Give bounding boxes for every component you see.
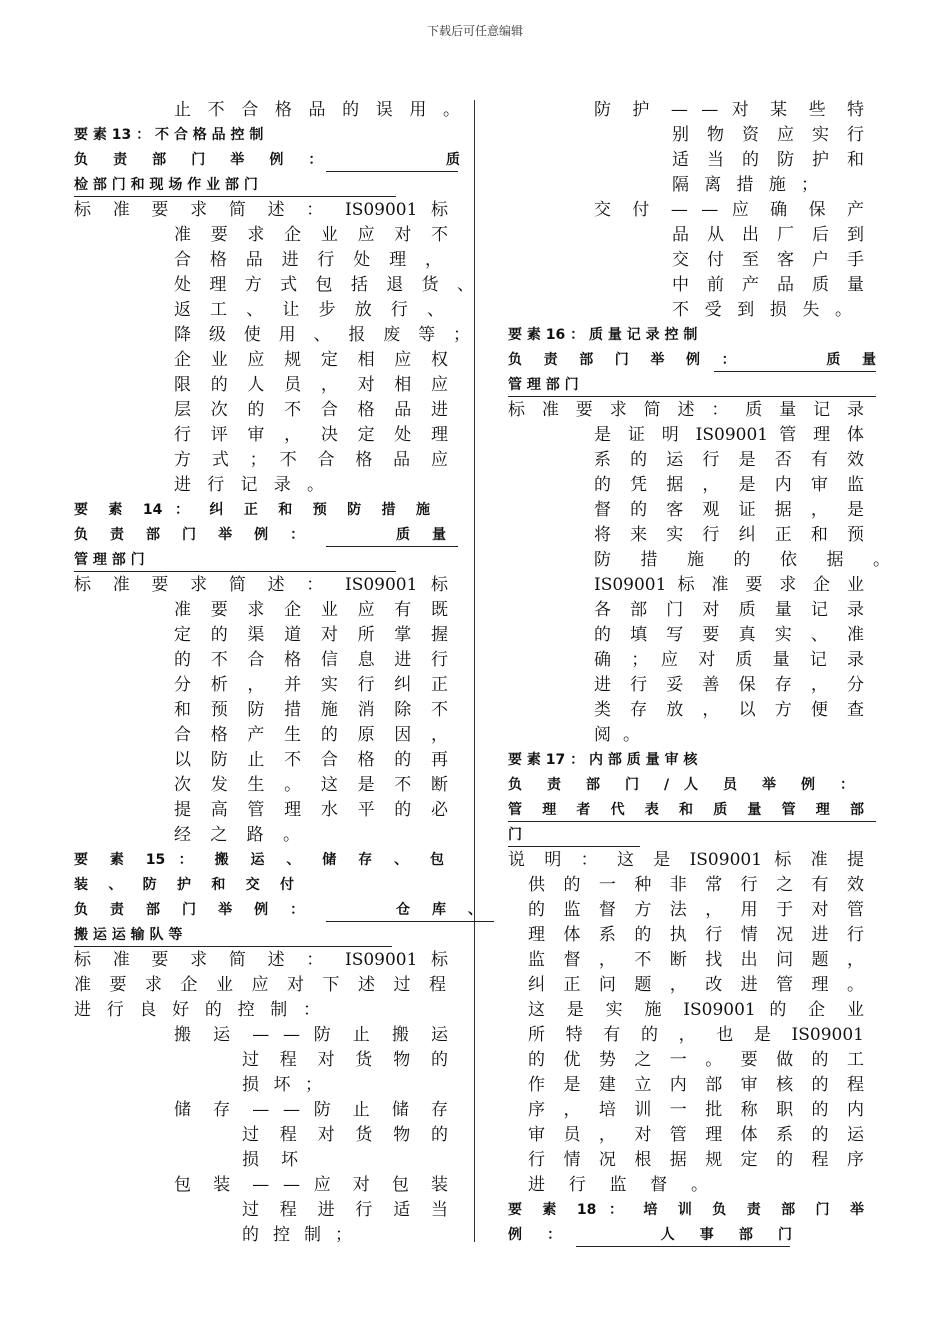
right-text-line [594,648,864,673]
left-text-line [242,1048,448,1073]
right-line-text: 防 护 — — 对 某 些 特 [594,100,864,120]
left-text-line [74,173,399,198]
column-divider [474,100,475,1242]
left-text-line [74,873,294,898]
right-line-text: 例 ： 人 事 部 门 [508,1227,792,1243]
right-text-line [528,1148,864,1173]
left-text-line [242,1198,448,1223]
right-line-text: 要 素 18 ： 培 训 负 责 部 门 举 [508,1202,864,1218]
right-text-line [528,1173,708,1198]
left-line-text: 准 要 求 企 业 应 对 下 述 过 程 [74,975,446,995]
right-text-line [528,1123,864,1148]
left-line-text: 进 行 良 好 的 控 制 ： [74,1000,320,1020]
left-line-text: 过 程 对 货 物 的 [242,1125,448,1145]
right-line-text: 中 前 产 品 质 量 [672,275,864,295]
right-text-line [672,223,864,248]
right-text-line [528,1048,864,1073]
right-line-text: 的 优 势 之 一 。 要 做 的 工 [528,1050,864,1070]
right-line-text: 作 是 建 立 内 部 审 核 的 程 [528,1075,864,1095]
right-line-text: 交 付 — — 应 确 保 产 [594,200,864,220]
right-line-text: 审 员 ， 对 管 理 体 系 的 运 [528,1125,864,1145]
right-text-line [528,873,864,898]
right-line-text: 要 素 16 ： 质 量 记 录 控 制 [508,327,698,343]
right-text-line [508,748,830,773]
left-text-line [174,223,448,248]
left-text-line [174,648,448,673]
right-line-text: 类 存 放 ， 以 方 便 查 [594,700,864,720]
right-line-text: 的 凭 据 ， 是 内 审 监 [594,475,864,495]
left-line-text: 提 高 管 理 水 平 的 必 [174,800,448,820]
left-line-text: 损 坏 [242,1150,298,1170]
left-text-line [74,948,448,973]
right-line-text: 标 准 要 求 简 述 ： 质 量 记 录 [508,400,864,420]
left-line-text: 经 之 路 。 [174,825,300,845]
right-text-line [508,1223,792,1248]
underline-rule [326,546,458,547]
right-line-text: 负 责 部 门 举 例 ： 质 量 [508,352,876,368]
left-line-text: 的 不 合 格 信 息 进 行 [174,650,448,670]
underline-rule [74,946,392,947]
left-text-line [174,423,448,448]
left-text-line [74,198,448,223]
left-line-text: 要 素 15 ： 搬 运 、 储 存 、 包 [74,852,444,868]
left-line-text: 装 、 防 护 和 交 付 [74,877,294,893]
left-text-line [174,823,300,848]
right-text-line [508,1198,864,1223]
right-line-text: 确 ； 应 对 质 量 记 录 [594,650,864,670]
left-line-text: 合 格 品 进 行 处 理 ， [174,250,442,270]
underline-rule [508,846,640,847]
left-line-text: 要 素 14 ： 纠 正 和 预 防 措 施 [74,502,430,518]
right-text-line [672,148,864,173]
left-text-line [74,148,460,173]
left-line-text: 搬 运 — — 防 止 搬 运 [174,1025,448,1045]
right-line-text: 负 责 部 门 / 人 员 举 例 ： [508,777,854,793]
left-text-line [174,348,448,373]
right-text-line [672,123,864,148]
left-text-line [174,1098,448,1123]
left-text-line [174,298,444,323]
left-line-text: 包 装 — — 应 对 包 装 [174,1175,448,1195]
left-line-text: 次 发 生 。 这 是 不 断 [174,775,448,795]
right-line-text: 品 从 出 厂 后 到 [672,225,864,245]
left-text-line [242,1223,352,1248]
left-line-text: 返 工 、 让 步 放 行 、 [174,300,444,320]
left-text-line [174,598,448,623]
left-text-line [242,1123,448,1148]
left-text-line [174,698,448,723]
right-text-line [528,1073,864,1098]
right-text-line [594,723,640,748]
left-text-line [174,673,448,698]
right-text-line [508,798,864,823]
left-text-line [74,523,446,548]
right-text-line [508,348,876,373]
right-text-line [508,398,864,423]
left-line-text: 标 准 要 求 简 述 ： IS09001 标 [74,575,448,595]
right-line-text: 理 体 系 的 执 行 情 况 进 行 [528,925,864,945]
left-text-line [74,573,448,598]
right-text-line [672,248,864,273]
left-text-line [174,98,460,123]
right-line-text: 督 的 客 观 证 据 ， 是 [594,500,864,520]
left-line-text: 定 的 渠 道 对 所 掌 握 [174,625,448,645]
underline-rule [576,1246,790,1247]
right-text-line [528,998,864,1023]
left-line-text: 损 坏 ； [242,1075,322,1095]
left-text-line [174,273,474,298]
left-line-text: 企 业 应 规 定 相 应 权 [174,350,448,370]
right-text-line [528,973,864,998]
right-text-line [594,623,864,648]
right-text-line [672,173,818,198]
left-line-text: 储 存 — — 防 止 储 存 [174,1100,448,1120]
left-text-line [174,323,470,348]
left-text-line [174,473,324,498]
right-text-line [528,1023,864,1048]
right-text-line [672,298,852,323]
right-line-text: 系 的 运 行 是 否 有 效 [594,450,864,470]
right-text-line [528,1098,864,1123]
left-text-line [242,1148,298,1173]
right-text-line [528,898,864,923]
left-line-text: 止 不 合 格 品 的 误 用 。 [174,100,460,120]
left-line-text: 准 要 求 企 业 应 有 既 [174,600,448,620]
right-line-text: 防 措 施 的 依 据 。 [594,550,890,570]
left-text-line [74,548,194,573]
right-line-text: 供 的 一 种 非 常 行 之 有 效 [528,875,864,895]
left-line-text: 降 级 使 用 、 报 废 等 ； [174,325,470,345]
left-text-line [174,448,448,473]
left-text-line [174,1023,448,1048]
left-text-line [242,1073,322,1098]
right-line-text: 这 是 实 施 IS09001 的 企 业 [528,1000,864,1020]
right-text-line [594,573,864,598]
left-line-text: 负 责 部 门 举 例 ： 质 [74,152,460,168]
left-line-text: 准 要 求 企 业 应 对 不 [174,225,448,245]
right-line-text: 的 监 督 方 法 ， 用 于 对 管 [528,900,864,920]
left-line-text: 管 理 部 门 [74,552,145,568]
right-text-line [508,773,854,798]
left-line-text: 过 程 对 货 物 的 [242,1050,448,1070]
right-text-line [594,598,864,623]
left-text-line [74,923,260,948]
left-text-line [174,798,448,823]
right-text-line [508,848,864,873]
right-text-line [594,523,864,548]
right-line-text: 不 受 到 损 失 。 [672,300,852,320]
underline-rule [508,821,876,822]
right-text-line [594,698,864,723]
right-text-line [594,98,864,123]
left-text-line [174,773,448,798]
left-text-line [74,848,444,873]
right-line-text: 阅 。 [594,725,640,745]
left-line-text: 限 的 人 员 ， 对 相 应 [174,375,448,395]
right-line-text: 要 素 17 ： 内 部 质 量 审 核 [508,752,698,768]
underline-rule [326,921,494,922]
left-text-line [74,123,394,148]
left-line-text: 标 准 要 求 简 述 ： IS09001 标 [74,950,448,970]
page-header: 下载后可任意编辑 [426,24,523,38]
right-text-line [508,823,542,848]
right-line-text: 各 部 门 对 质 量 记 录 [594,600,864,620]
left-line-text: 过 程 进 行 适 当 [242,1200,448,1220]
left-line-text: 的 控 制 ； [242,1225,352,1245]
left-text-line [174,1173,448,1198]
left-text-line [174,373,448,398]
right-text-line [594,448,864,473]
right-line-text: 行 情 况 根 据 规 定 的 程 序 [528,1150,864,1170]
right-line-text: 所 特 有 的 ， 也 是 IS09001 [528,1025,864,1045]
left-line-text: 标 准 要 求 简 述 ： IS09001 标 [74,200,448,220]
left-line-text: 负 责 部 门 举 例 ： 仓 库 、 [74,902,482,918]
left-line-text: 负 责 部 门 举 例 ： 质 量 [74,527,446,543]
left-line-text: 层 次 的 不 合 格 品 进 [174,400,448,420]
left-text-line [174,723,448,748]
left-line-text: 行 评 审 ， 决 定 处 理 [174,425,448,445]
right-line-text: 别 物 资 应 实 行 [672,125,864,145]
right-line-text: IS09001 标 准 要 求 企 业 [594,575,864,595]
right-line-text: 管 理 者 代 表 和 质 量 管 理 部 [508,802,864,818]
left-text-line [74,498,430,523]
left-line-text: 方 式 ； 不 合 格 品 应 [174,450,448,470]
right-text-line [672,273,864,298]
right-line-text: 序 ， 培 训 一 批 称 职 的 内 [528,1100,864,1120]
right-line-text: 进 行 妥 善 保 存 ， 分 [594,675,864,695]
left-text-line [174,398,448,423]
right-text-line [528,923,864,948]
left-line-text: 合 格 产 生 的 原 因 ， [174,725,448,745]
left-text-line [74,973,446,998]
left-line-text: 和 预 防 措 施 消 除 不 [174,700,448,720]
left-text-line [174,748,448,773]
right-text-line [508,323,828,348]
right-line-text: 的 填 写 要 真 实 、 准 [594,625,864,645]
left-text-line [174,623,448,648]
right-line-text: 是 证 明 IS09001 管 理 体 [594,425,864,445]
right-text-line [508,373,628,398]
right-line-text: 适 当 的 防 护 和 [672,150,864,170]
underline-rule [74,571,396,572]
right-text-line [594,673,864,698]
underline-rule [714,371,876,372]
left-line-text: 以 防 止 不 合 格 的 再 [174,750,448,770]
right-line-text: 说 明 ： 这 是 IS09001 标 准 提 [508,850,864,870]
right-line-text: 管 理 部 门 [508,377,579,393]
left-text-line [74,898,482,923]
left-text-line [74,998,320,1023]
underline-rule [74,196,396,197]
right-line-text: 进 行 监 督 。 [528,1175,708,1195]
left-line-text: 要 素 13 ： 不 合 格 品 控 制 [74,127,264,143]
right-text-line [594,548,890,573]
right-line-text: 门 [508,827,522,843]
underline-rule [326,171,458,172]
right-text-line [594,473,864,498]
right-line-text: 纠 正 问 题 ， 改 进 管 理 。 [528,975,864,995]
left-line-text: 分 析 ， 并 实 行 纠 正 [174,675,448,695]
right-text-line [594,498,864,523]
underline-rule [508,396,876,397]
right-text-line [594,423,864,448]
left-line-text: 搬 运 运 输 队 等 [74,927,183,943]
left-line-text: 检 部 门 和 现 场 作 业 部 门 [74,177,258,193]
left-line-text: 处 理 方 式 包 括 退 货 、 [174,275,474,295]
right-text-line [594,198,864,223]
right-line-text: 将 来 实 行 纠 正 和 预 [594,525,864,545]
right-line-text: 交 付 至 客 户 手 [672,250,864,270]
right-line-text: 监 督 ， 不 断 找 出 问 题 ， [528,950,864,970]
left-text-line [174,248,442,273]
right-text-line [528,948,864,973]
left-line-text: 进 行 记 录 。 [174,475,324,495]
right-line-text: 隔 离 措 施 ； [672,175,818,195]
